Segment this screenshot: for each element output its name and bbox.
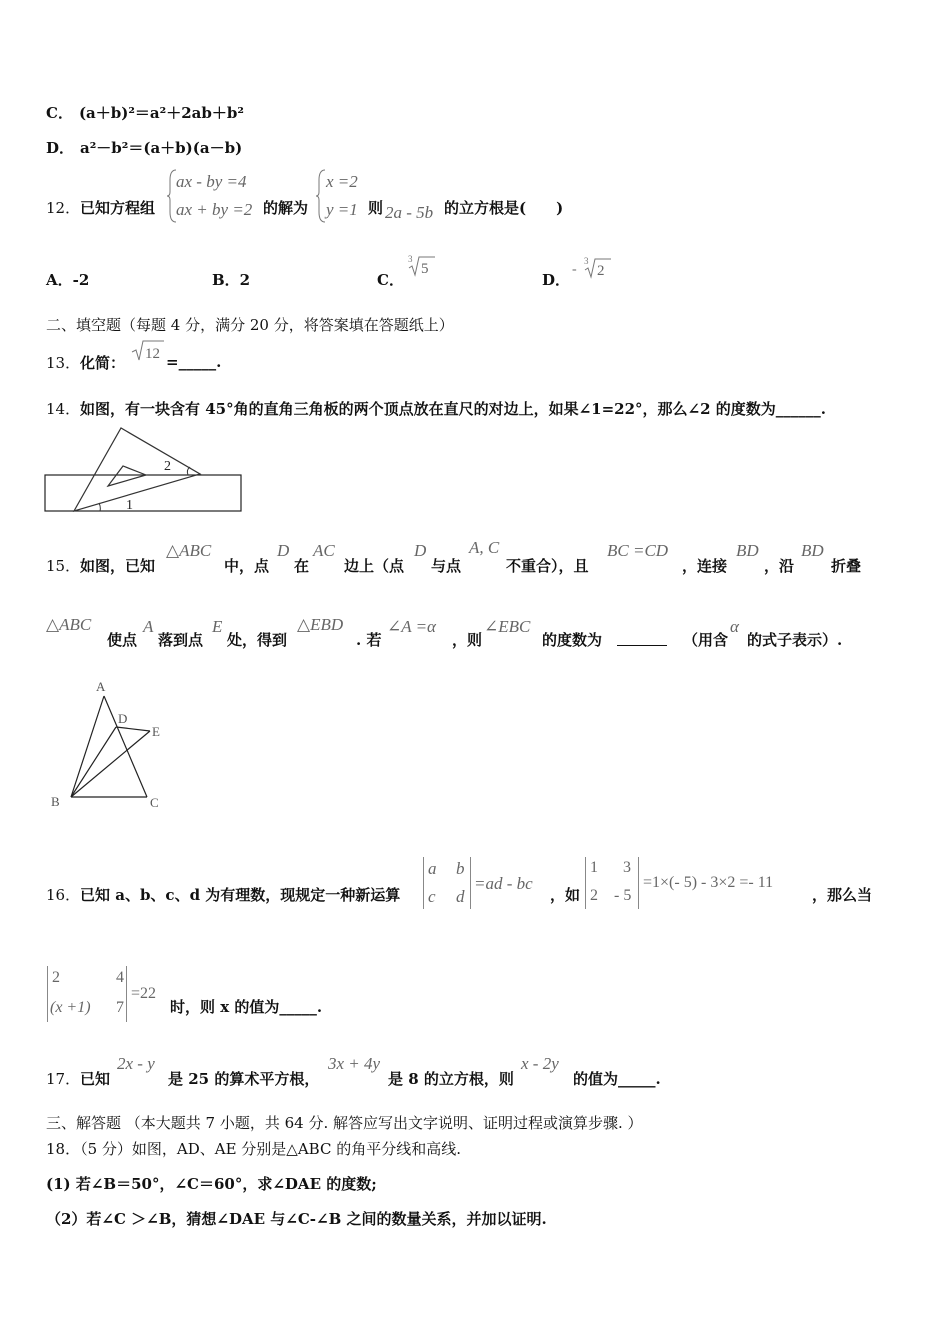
q15-m-ebd: △EBD: [297, 615, 344, 634]
q12-option-c-cube-root: [406, 254, 436, 278]
q15-m-angle-a: ∠A =α: [387, 617, 436, 636]
q15-t16: （用含: [683, 631, 729, 649]
q12-eq2: ax + by =2: [176, 200, 253, 219]
q15-t9: 折叠: [831, 557, 862, 575]
q13-radicand: 12: [145, 346, 160, 362]
q13-text: 化简：: [80, 354, 126, 372]
q15-t12: 处，得到: [227, 631, 288, 649]
q18-part1: (1) 若∠B＝50°，∠C＝60°，求∠DAE 的度数;: [46, 1175, 377, 1193]
q11-option-c-expr: (a＋b)²＝a²＋2ab＋b²: [78, 104, 244, 122]
q16-def: =ad - bc: [474, 874, 533, 893]
q14-figure: [40, 425, 250, 517]
q15-m-bd2: BD: [801, 541, 824, 560]
q15-t4: 边上（点: [344, 557, 405, 575]
q15-m-abc2: △ABC: [46, 615, 92, 634]
q11-option-d-expr: a²－b²＝(a＋b)(a－b): [80, 139, 243, 157]
q15-m-a: A: [143, 617, 154, 636]
q11-option-c: C． (a＋b)²＝a²＋2ab＋b²: [46, 104, 244, 122]
q16-example-value: =1×(- 5) - 3×2 =- 11: [643, 874, 774, 891]
q15-m-ac: AC: [313, 541, 335, 560]
q16-q-22: 7: [116, 999, 124, 1016]
q14-angle2-label: 2: [164, 459, 171, 474]
q12-option-d-cube-root: [570, 256, 614, 280]
q15-number: 15．: [46, 557, 81, 575]
q14-text: 如图，有一块含有 45°角的直角三角板的两个顶点放在直尺的对边上，如果∠1=22°，那么∠2 的度数为______.: [80, 400, 826, 418]
q16-t4: 时，则 x 的值为_____.: [170, 998, 323, 1016]
q12-sol2: y =1: [326, 200, 358, 219]
q16-question-value: =22: [131, 985, 157, 1002]
q12-text2: 的解为: [263, 199, 309, 217]
q17-t4: 的值为_____.: [573, 1070, 661, 1088]
q16-t3: ，那么当: [812, 886, 873, 904]
q12-text3: 则: [368, 199, 384, 217]
q15-t6: 不重合），且: [506, 557, 589, 575]
q15-fig-label-c: C: [150, 795, 159, 810]
q13-sqrt: [130, 338, 166, 364]
q15-t10: 使点: [107, 631, 138, 649]
q15-t17: 的式子表示）.: [747, 631, 843, 649]
q17-m2: 3x + 4y: [328, 1054, 381, 1073]
q14-number: 14．: [46, 400, 81, 418]
q12-option-c: C．: [377, 271, 404, 289]
q15-answer-blank: [617, 645, 667, 646]
q17-number: 17．: [46, 1070, 81, 1088]
q11-option-d: D． a²－b²＝(a＋b)(a－b): [46, 139, 243, 157]
q15-t3: 在: [294, 557, 310, 575]
q15-m-alpha: α: [730, 617, 739, 636]
q15-t7: ，连接: [682, 557, 728, 575]
q17-t3: 是 8 的立方根，则: [388, 1070, 514, 1088]
q16-det-d: d: [456, 887, 465, 906]
q12-expr: 2a - 5b: [385, 203, 434, 222]
q12-text4: 的立方根是( ): [444, 199, 564, 217]
section3-title: 三、解答题 （本大题共 7 小题，共 64 分. 解答应写出文字说明、证明过程或演算步骤. ）: [46, 1114, 643, 1132]
q16-ex-11: 1: [590, 859, 598, 876]
q15-m-abc: △ABC: [166, 541, 212, 560]
q15-t1: 如图，已知: [80, 557, 156, 575]
q12-option-c-index: 3: [408, 254, 413, 264]
q15-t13: . 若: [356, 631, 382, 649]
q15-t14: ，则: [452, 631, 483, 649]
q12-number: 12．: [46, 199, 81, 217]
q16-det-c: c: [428, 887, 436, 906]
q12-option-a: A．-2: [46, 271, 90, 289]
q13-number: 13．: [46, 354, 81, 372]
q16-ex-21: 2: [590, 887, 598, 904]
q16-determinant-question: [47, 966, 127, 1022]
q15-m-ac2: A, C: [469, 538, 500, 557]
q16-determinant-example: [585, 857, 639, 909]
q16-det-b: b: [456, 859, 465, 878]
section2-title: 二、填空题（每题 4 分，满分 20 分，将答案填在答题纸上）: [46, 316, 454, 334]
q15-t11: 落到点: [158, 631, 204, 649]
q12-sol1: x =2: [326, 172, 358, 191]
q16-q-21: (x +1): [50, 999, 91, 1016]
q12-option-c-radicand: 5: [421, 261, 429, 277]
q15-m-bd: BD: [736, 541, 759, 560]
q15-m-e: E: [212, 617, 223, 636]
q13-answer-blank: =_____.: [166, 353, 222, 371]
q16-ex-22: - 5: [614, 887, 632, 904]
q16-det-a: a: [428, 859, 437, 878]
q15-fig-label-a: A: [96, 679, 106, 694]
q17-m3: x - 2y: [521, 1054, 559, 1073]
q15-fig-label-b: B: [51, 794, 60, 809]
q16-ex-12: 3: [623, 859, 631, 876]
q15-m-d: D: [277, 541, 290, 560]
q15-m-d2: D: [414, 541, 427, 560]
q15-fig-label-e: E: [152, 724, 160, 739]
q15-t5: 与点: [431, 557, 462, 575]
q12-eq1: ax - by =4: [176, 172, 247, 191]
q15-fig-label-d: D: [118, 711, 128, 726]
q16-number: 16．: [46, 886, 81, 904]
q16-t1: 已知 a、b、c、d 为有理数，现规定一种新运算: [80, 886, 401, 904]
q18-head: 18．（5 分）如图，AD、AE 分别是△ABC 的角平分线和高线.: [46, 1140, 461, 1158]
q17-m1: 2x - y: [117, 1054, 155, 1073]
q15-figure: [40, 675, 180, 815]
q12-option-d-radicand: 2: [597, 263, 605, 279]
q12-text1: 已知方程组: [80, 199, 156, 217]
q16-q-12: 4: [116, 969, 124, 986]
q15-t2: 中，点: [224, 557, 270, 575]
q12-option-d-index: 3: [584, 256, 589, 266]
q15-t8: ，沿: [764, 557, 795, 575]
q12-option-b: B．2: [212, 271, 251, 289]
q17-t1: 已知: [80, 1070, 111, 1088]
q12-option-d-minus: -: [572, 262, 577, 277]
q14-angle1-label: 1: [126, 498, 133, 513]
q16-determinant-def: [423, 857, 471, 909]
q17-t2: 是 25 的算术平方根，: [168, 1070, 320, 1088]
q15-m-bccd: BC =CD: [607, 541, 669, 560]
q16-t2: ，如: [550, 886, 581, 904]
q12-option-d: D．: [542, 271, 571, 289]
q15-m-ebc: ∠EBC: [484, 617, 531, 636]
q18-part2: （2）若∠C ＞∠B，猜想∠DAE 与∠C-∠B 之间的数量关系，并加以证明.: [46, 1210, 547, 1228]
q15-t15: 的度数为: [542, 631, 603, 649]
q16-q-11: 2: [52, 969, 60, 986]
